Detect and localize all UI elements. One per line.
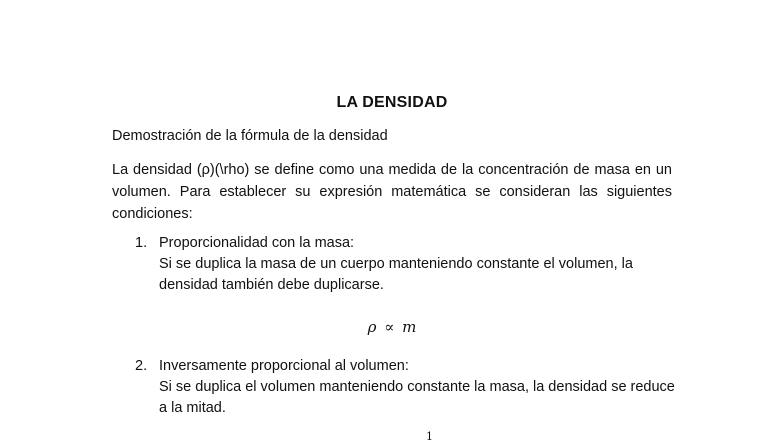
proportional-symbol: ∝ <box>384 318 395 336</box>
list-heading: Proporcionalidad con la masa: <box>159 235 355 251</box>
formula-rho-proportional-m <box>0 318 784 336</box>
list-number: 2. <box>135 358 148 374</box>
list-body: Si se duplica la masa de un cuerpo manteniendo constante el volumen, la densidad también debe duplicarse. <box>159 256 633 293</box>
document-title: LA DENSIDAD <box>336 94 448 111</box>
list-body: Si se duplica el volumen manteniendo constante la masa, la densidad se reduce a la mitad. <box>159 379 675 416</box>
formula-partial-numerator: 1 <box>426 430 433 441</box>
formula-rhs: m <box>402 318 417 336</box>
list-heading: Inversamente proporcional al volumen: <box>159 358 409 374</box>
list-number: 1. <box>135 235 148 251</box>
document-subtitle: Demostración de la fórmula de la densidad <box>112 128 388 144</box>
formula-lhs: ρ <box>367 318 377 336</box>
intro-paragraph: La densidad (ρ)(\rho) se define como una medida de la concentración de masa en un volumen. Para establecer su expresión matemática se consideran las siguientes condiciones: <box>112 162 672 222</box>
